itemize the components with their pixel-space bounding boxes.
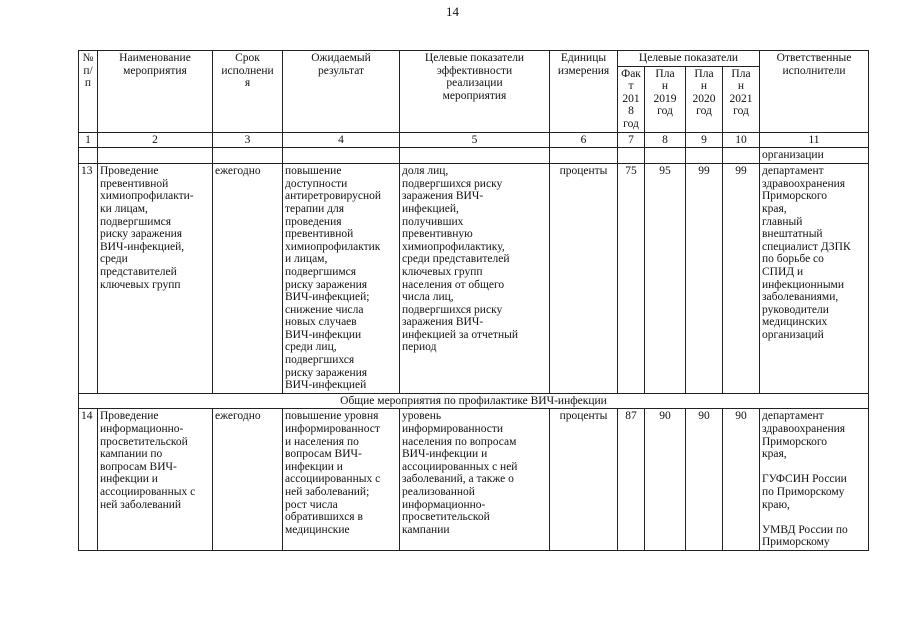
- header-num: № п/ п: [79, 51, 98, 133]
- continuation-row: [79, 148, 869, 164]
- column-number: 9: [686, 132, 723, 148]
- column-number: 11: [760, 132, 869, 148]
- header-term: Срок исполнени я: [213, 51, 283, 133]
- activity-term: ежегодно: [213, 409, 283, 551]
- activity-name: Проведение информационно- просветительской кампании по вопросам ВИЧ- инфекции и ассоциированных с ней заболеваний: [98, 409, 213, 551]
- value-2018: 87: [618, 409, 645, 551]
- header-row: [79, 51, 869, 67]
- header-target-group: Целевые показатели: [618, 51, 760, 67]
- expected-result: повышение уровня информированност и населения по вопросам ВИЧ- инфекции и ассоциированных с ней заболеваний; рост числа обратившихся в медицинские: [283, 409, 400, 551]
- expected-result: повышение доступности антиретровирусной терапии для проведения превентивной химиопрофилактик и лицам, подвергшимся риску заражения ВИЧ-инфекцией; снижение числа новых случаев ВИЧ-инфекции среди лиц, подвергшихся риску заражения ВИЧ-инфекцией: [283, 164, 400, 394]
- column-number: 6: [550, 132, 618, 148]
- column-numbers-row: [79, 132, 869, 148]
- header-responsible: Ответственные исполнители: [760, 51, 869, 133]
- activity-term: ежегодно: [213, 164, 283, 394]
- value-2021: 99: [723, 164, 760, 394]
- column-number: 7: [618, 132, 645, 148]
- header-units: Единицы измерения: [550, 51, 618, 133]
- column-number: 4: [283, 132, 400, 148]
- continuation-responsible: организации: [760, 148, 869, 164]
- value-2018: 75: [618, 164, 645, 394]
- table-row-13: [79, 164, 869, 394]
- column-number: 8: [645, 132, 686, 148]
- efficiency-indicator: доля лиц, подвергшихся риску заражения ВИЧ- инфекцией, получивших превентивную химиопрофилактику, среди представителей ключевых групп населения от общего числа лиц, подвергшихся риску заражения ВИЧ- инфекцией за отчетный период: [400, 164, 550, 394]
- responsible-executors: департамент здравоохранения Приморского края, ГУФСИН России по Приморскому краю, УМВД России по Приморскому: [760, 409, 869, 551]
- responsible-executors: департамент здравоохранения Приморского края, главный внештатный специалист ДЗПК по борьбе со СПИД и инфекционными заболеваниями, руководители медицинских организаций: [760, 164, 869, 394]
- header-year-2020: Пла н 2020 год: [686, 66, 723, 132]
- header-year-2019: Пла н 2019 год: [645, 66, 686, 132]
- column-number: 2: [98, 132, 213, 148]
- efficiency-indicator: уровень информированности населения по вопросам ВИЧ-инфекции и ассоциированных с ней заболеваний, а также о реализованной информационно- просветительской кампании: [400, 409, 550, 551]
- section-row: [79, 393, 869, 409]
- page-number: 14: [446, 4, 459, 19]
- measurement-unit: проценты: [550, 409, 618, 551]
- column-number: 1: [79, 132, 98, 148]
- value-2020: 99: [686, 164, 723, 394]
- header-indicators: Целевые показатели эффективности реализации мероприятия: [400, 51, 550, 133]
- activity-name: Проведение превентивной химиопрофилакти- ки лицам, подвергшимся риску заражения ВИЧ-инфекцией, среди представителей ключевых групп: [98, 164, 213, 394]
- row-number: 13: [79, 164, 98, 394]
- section-title: Общие мероприятия по профилактике ВИЧ-инфекции: [79, 393, 869, 409]
- column-number: 5: [400, 132, 550, 148]
- value-2021: 90: [723, 409, 760, 551]
- table-row-14: [79, 409, 869, 551]
- column-number: 3: [213, 132, 283, 148]
- header-year-2018: Фак т 201 8 год: [618, 66, 645, 132]
- header-result: Ожидаемый результат: [283, 51, 400, 133]
- value-2019: 95: [645, 164, 686, 394]
- value-2019: 90: [645, 409, 686, 551]
- column-number: 10: [723, 132, 760, 148]
- value-2020: 90: [686, 409, 723, 551]
- header-name: Наименование мероприятия: [98, 51, 213, 133]
- measurement-unit: проценты: [550, 164, 618, 394]
- row-number: 14: [79, 409, 98, 551]
- plan-table: [78, 50, 869, 551]
- header-year-2021: Пла н 2021 год: [723, 66, 760, 132]
